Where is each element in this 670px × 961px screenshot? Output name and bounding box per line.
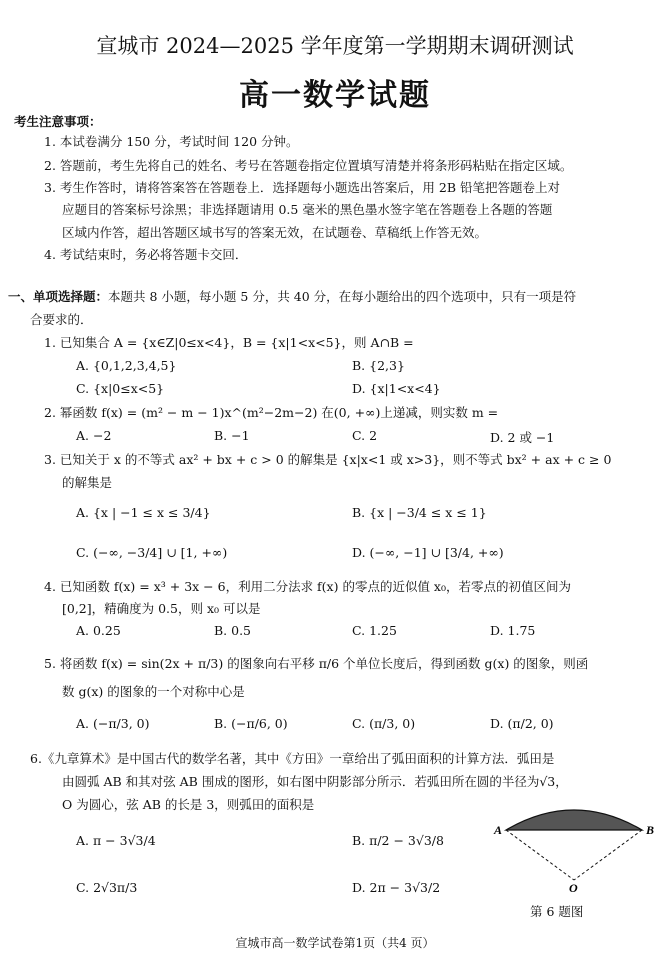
q1-option-c: C. {x|0≤x<5} xyxy=(76,381,165,396)
point-a-label: A xyxy=(494,823,503,837)
exam-title: 宣城市 2024—2025 学年度第一学期期末调研测试 xyxy=(96,34,574,58)
notice-item-1: 1. 本试卷满分 150 分，考试时间 120 分钟。 xyxy=(44,134,299,149)
q3-stem-line2: 的解集是 xyxy=(62,475,113,490)
arc-field-figure xyxy=(492,800,664,896)
q5-stem-line2: 数 g(x) 的图象的一个对称中心是 xyxy=(62,684,245,699)
subject-title: 高一数学试题 xyxy=(239,78,431,113)
q3-stem-line1: 3. 已知关于 x 的不等式 ax² + bx + c > 0 的解集是 {x|x<1 或 x>3}，则不等式 bx² + ax + c ≥ 0 xyxy=(44,452,612,467)
q2-option-d: D. 2 或 −1 xyxy=(490,430,555,445)
notice-item-3-line2: 应题目的答案标号涂黑；非选择题请用 0.5 毫米的黑色墨水签字笔在答题卷上各题的答题 xyxy=(62,202,553,217)
q4-stem-line1: 4. 已知函数 f(x) = x³ + 3x − 6，利用二分法求 f(x) 的零点的近似值 x₀，若零点的初值区间为 xyxy=(44,579,571,594)
q6-stem-line3: O 为圆心，弦 AB 的长是 3，则弧田的面积是 xyxy=(62,797,315,812)
notice-item-2: 2. 答题前，考生先将自己的姓名、考号在答题卷指定位置填写清楚并将条形码粘贴在指定区域。 xyxy=(44,158,573,173)
q2-option-c: C. 2 xyxy=(352,428,378,443)
q3-option-d: D. (−∞, −1] ∪ [3/4, +∞) xyxy=(352,545,504,560)
q5-option-c: C. (π/3, 0) xyxy=(352,716,416,731)
q4-option-a: A. 0.25 xyxy=(76,623,121,638)
q5-option-d: D. (π/2, 0) xyxy=(490,716,554,731)
q3-option-a: A. {x | −1 ≤ x ≤ 3/4} xyxy=(76,505,211,520)
q1-option-a: A. {0,1,2,3,4,5} xyxy=(76,358,177,373)
q6-option-d: D. 2π − 3√3/2 xyxy=(352,880,441,895)
section1-intro-line1: 本题共 8 小题，每小题 5 分，共 40 分，在每小题给出的四个选项中，只有一项是符 xyxy=(108,289,577,304)
q2-option-b: B. −1 xyxy=(214,428,250,443)
q6-option-c: C. 2√3π/3 xyxy=(76,880,138,895)
q5-option-a: A. (−π/3, 0) xyxy=(76,716,150,731)
section1-intro-line2: 合要求的． xyxy=(30,312,93,327)
section1-heading: 一、单项选择题： xyxy=(8,289,109,304)
page-footer: 宣城市高一数学试卷第1页（共4 页） xyxy=(235,936,435,950)
q4-stem-line2: [0,2]，精确度为 0.5，则 x₀ 可以是 xyxy=(62,601,261,616)
q3-option-b: B. {x | −3/4 ≤ x ≤ 1} xyxy=(352,505,487,520)
q1-option-b: B. {2,3} xyxy=(352,358,405,373)
radius-oa xyxy=(506,830,574,880)
figure-caption: 第 6 题图 xyxy=(530,904,584,919)
q6-option-a: A. π − 3√3/4 xyxy=(76,833,156,848)
point-b-label: B xyxy=(646,823,655,837)
section1-intro xyxy=(8,288,576,306)
point-o-label: O xyxy=(569,881,578,895)
q6-stem-line2: 由圆弧 AB 和其对弦 AB 围成的图形，如右图中阴影部分所示．若弧田所在圆的半径为√3， xyxy=(62,774,568,789)
q4-option-b: B. 0.5 xyxy=(214,623,252,638)
q2-stem: 2. 幂函数 f(x) = (m² − m − 1)x^(m²−2m−2) 在(0, +∞)上递减，则实数 m = xyxy=(44,405,499,420)
q2-option-a: A. −2 xyxy=(76,428,112,443)
q3-option-c: C. (−∞, −3/4] ∪ [1, +∞) xyxy=(76,545,228,560)
notice-item-4: 4. 考试结束时，务必将答题卡交回． xyxy=(44,247,248,262)
q6-option-b: B. π/2 − 3√3/8 xyxy=(352,833,444,848)
q4-option-c: C. 1.25 xyxy=(352,623,397,638)
q5-stem-line1: 5. 将函数 f(x) = sin(2x + π/3) 的图象向右平移 π/6 个单位长度后，得到函数 g(x) 的图象，则函 xyxy=(44,656,589,671)
q4-option-d: D. 1.75 xyxy=(490,623,536,638)
q1-option-d: D. {x|1<x<4} xyxy=(352,381,441,396)
q6-stem-line1: 6.《九章算术》是中国古代的数学名著，其中《方田》一章给出了弧田面积的计算方法．弧田是 xyxy=(30,751,555,766)
arc-segment-shaded xyxy=(506,810,642,830)
notice-heading: 考生注意事项： xyxy=(14,114,102,129)
notice-item-3-line3: 区域内作答，超出答题区域书写的答案无效，在试题卷、草稿纸上作答无效。 xyxy=(62,225,488,240)
radius-ob xyxy=(574,830,642,880)
notice-item-3: 3. 考生作答时，请将答案答在答题卷上．选择题每小题选出答案后，用 2B 铅笔把答题卷上对 xyxy=(44,180,560,195)
q1-stem: 1. 已知集合 A = {x∈Z|0≤x<4}，B = {x|1<x<5}，则 A∩B = xyxy=(44,335,414,350)
q5-option-b: B. (−π/6, 0) xyxy=(214,716,288,731)
